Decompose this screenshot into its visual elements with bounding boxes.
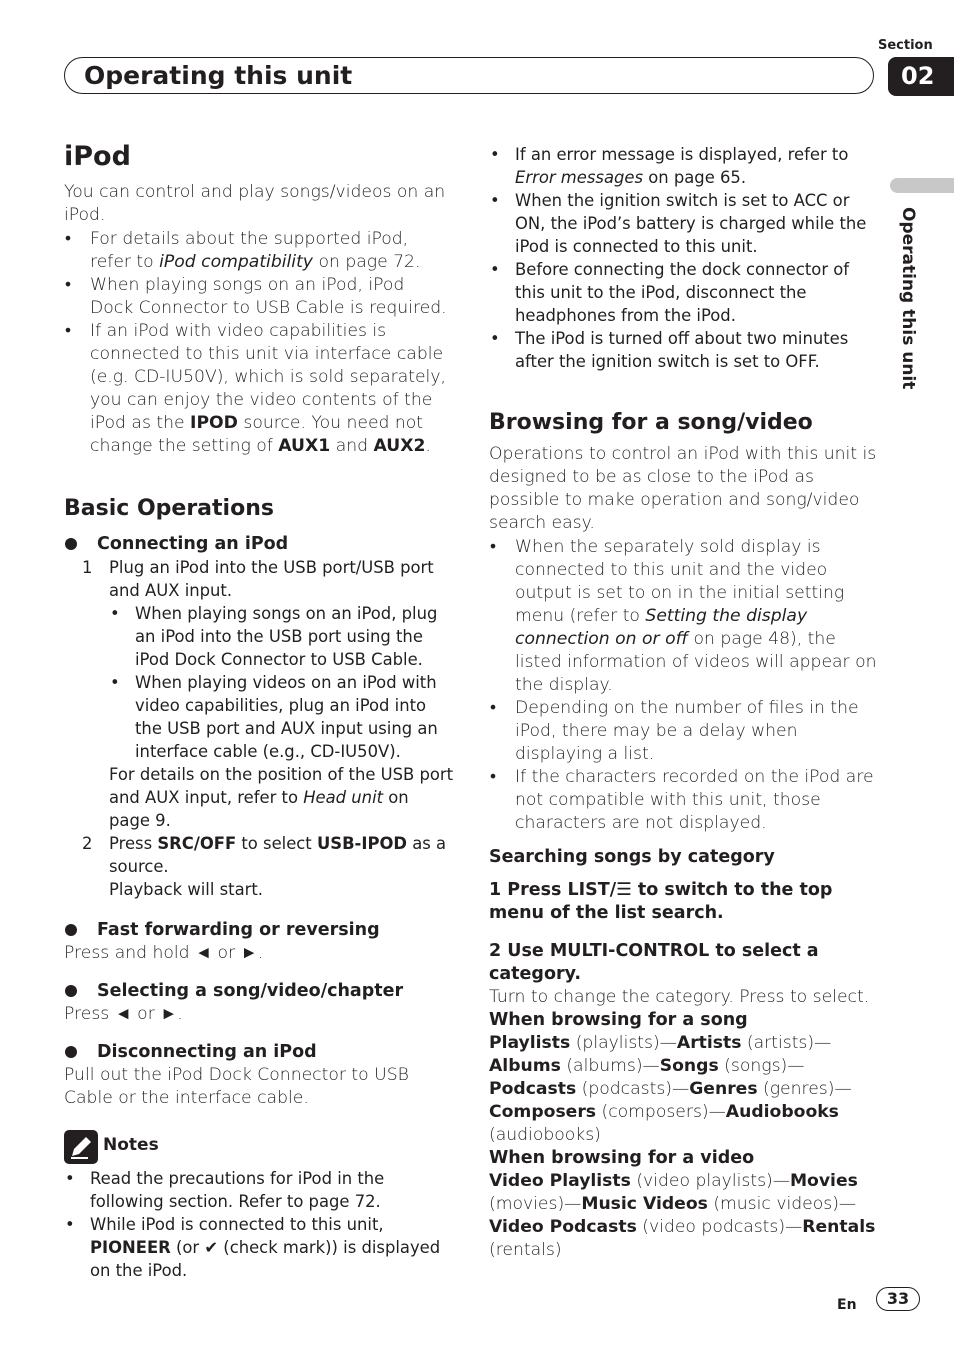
section-number: 02 bbox=[888, 57, 954, 96]
list-item: • When playing videos on an iPod with video capabilities, plug an iPod into the USB port and AUX input using an interface cable (e.g., CD-IU50V). bbox=[110, 673, 438, 761]
list-item: • When playing songs on an iPod, iPod Dock Connector to USB Cable is required. bbox=[65, 275, 447, 318]
ipod-bullets bbox=[65, 228, 452, 458]
video-categories: Video Playlists (video playlists)—Movies (movies)—Music Videos (music videos)—Video Podcasts (video podcasts)—Rentals (rentals) bbox=[489, 1171, 876, 1260]
connecting-steps bbox=[82, 556, 454, 901]
ipod-intro: You can control and play songs/videos on an iPod. bbox=[64, 182, 446, 225]
list-item: • Depending on the number of files in the iPod, there may be a delay when displaying a list. bbox=[490, 698, 859, 764]
notes-title: Notes bbox=[103, 1135, 159, 1155]
side-tab-label: Operating this unit bbox=[898, 207, 918, 390]
ff-title: Fast forwarding or reversing bbox=[97, 919, 380, 942]
list-item: • Before connecting the dock connector of this unit to the iPod, disconnect the headphones from the iPod. bbox=[490, 260, 850, 325]
browsing-bullets bbox=[490, 536, 879, 835]
list-item: • For details about the supported iPod, refer to iPod compatibility on page 72. bbox=[65, 229, 421, 272]
list-item: • If an error message is displayed, refer to Error messages on page 65. bbox=[490, 145, 849, 187]
list-item: • If the characters recorded on the iPod are not compatible with this unit, those characters are not displayed. bbox=[490, 767, 874, 833]
connecting-title: Connecting an iPod bbox=[97, 533, 455, 556]
notes-list bbox=[65, 1167, 455, 1282]
page-number: 33 bbox=[876, 1287, 920, 1311]
notes-pencil-icon bbox=[64, 1130, 98, 1164]
step-1: 1 Plug an iPod into the USB port/USB port and AUX input. bbox=[82, 558, 434, 600]
select-title: Selecting a song/video/chapter bbox=[97, 980, 403, 1003]
search-step-2: 2 Use MULTI-CONTROL to select a category. bbox=[489, 941, 819, 984]
side-tab-marker bbox=[890, 178, 954, 193]
basic-operations-heading: Basic Operations bbox=[64, 496, 274, 521]
step-2: 2 Press SRC/OFF to select USB-IPOD as a source. bbox=[82, 834, 447, 876]
video-heading: When browsing for a video bbox=[489, 1148, 755, 1168]
list-item: • If an iPod with video capabilities is connected to this unit via interface cable (e.g. CD-IU50V), which is sold separately, you can enjoy the video contents of the iPod as the IPOD source. You need not change the setting of AUX1 and AUX2. bbox=[65, 321, 446, 456]
step-2-result: Playback will start. bbox=[109, 880, 264, 899]
section-label: Section bbox=[878, 38, 933, 53]
browsing-intro: Operations to control an iPod with this unit is designed to be as close to the iPod as possible to make operation and song/video search easy. bbox=[489, 444, 877, 533]
song-heading: When browsing for a song bbox=[489, 1010, 748, 1030]
step-1-bullets bbox=[109, 602, 454, 763]
ff-text: Press and hold ◄ or ►. bbox=[64, 943, 264, 963]
ipod-notes-continued bbox=[490, 143, 875, 373]
ipod-heading: iPod bbox=[64, 141, 131, 172]
step-1-note: For details on the position of the USB port and AUX input, refer to Head unit on page 9. bbox=[109, 765, 454, 830]
list-item: • When playing songs on an iPod, plug an iPod into the USB port using the iPod Dock Connector to USB Cable. bbox=[110, 604, 438, 669]
search-heading: Searching songs by category bbox=[489, 847, 775, 867]
search-step-1: 1 Press LIST/☰ to switch to the top menu of the list search. bbox=[489, 880, 833, 923]
connecting-section bbox=[97, 533, 455, 556]
disconnect-title: Disconnecting an iPod bbox=[97, 1041, 317, 1064]
disconnect-text: Pull out the iPod Dock Connector to USB Cable or the interface cable. bbox=[64, 1065, 409, 1108]
list-item: • The iPod is turned off about two minutes after the ignition switch is set to OFF. bbox=[490, 329, 849, 371]
select-text: Press ◄ or ►. bbox=[64, 1004, 183, 1024]
browsing-heading: Browsing for a song/video bbox=[489, 410, 813, 435]
search-step-2-text: Turn to change the category. Press to select. bbox=[489, 987, 870, 1007]
list-item: • While iPod is connected to this unit, PIONEER (or ✔ (check mark)) is displayed on the iPod. bbox=[65, 1215, 441, 1280]
category-lists bbox=[489, 1009, 879, 1262]
list-item: • When the separately sold display is connected to this unit and the video output is set to on in the initial setting menu (refer to Setting the display connection on or off on page 48), the listed information of videos will appear on the display. bbox=[490, 537, 877, 695]
page-title: Operating this unit bbox=[84, 61, 353, 90]
footer-language: En bbox=[837, 1297, 857, 1313]
list-item: • Read the precautions for iPod in the following section. Refer to page 72. bbox=[65, 1169, 385, 1211]
song-categories: Playlists (playlists)—Artists (artists)—Albums (albums)—Songs (songs)—Podcasts (podcasts)—Genres (genres)—Composers (composers)—Audiobooks (audiobooks) bbox=[489, 1033, 852, 1145]
list-item: • When the ignition switch is set to ACC or ON, the iPod’s battery is charged while the iPod is connected to this unit. bbox=[490, 191, 867, 256]
